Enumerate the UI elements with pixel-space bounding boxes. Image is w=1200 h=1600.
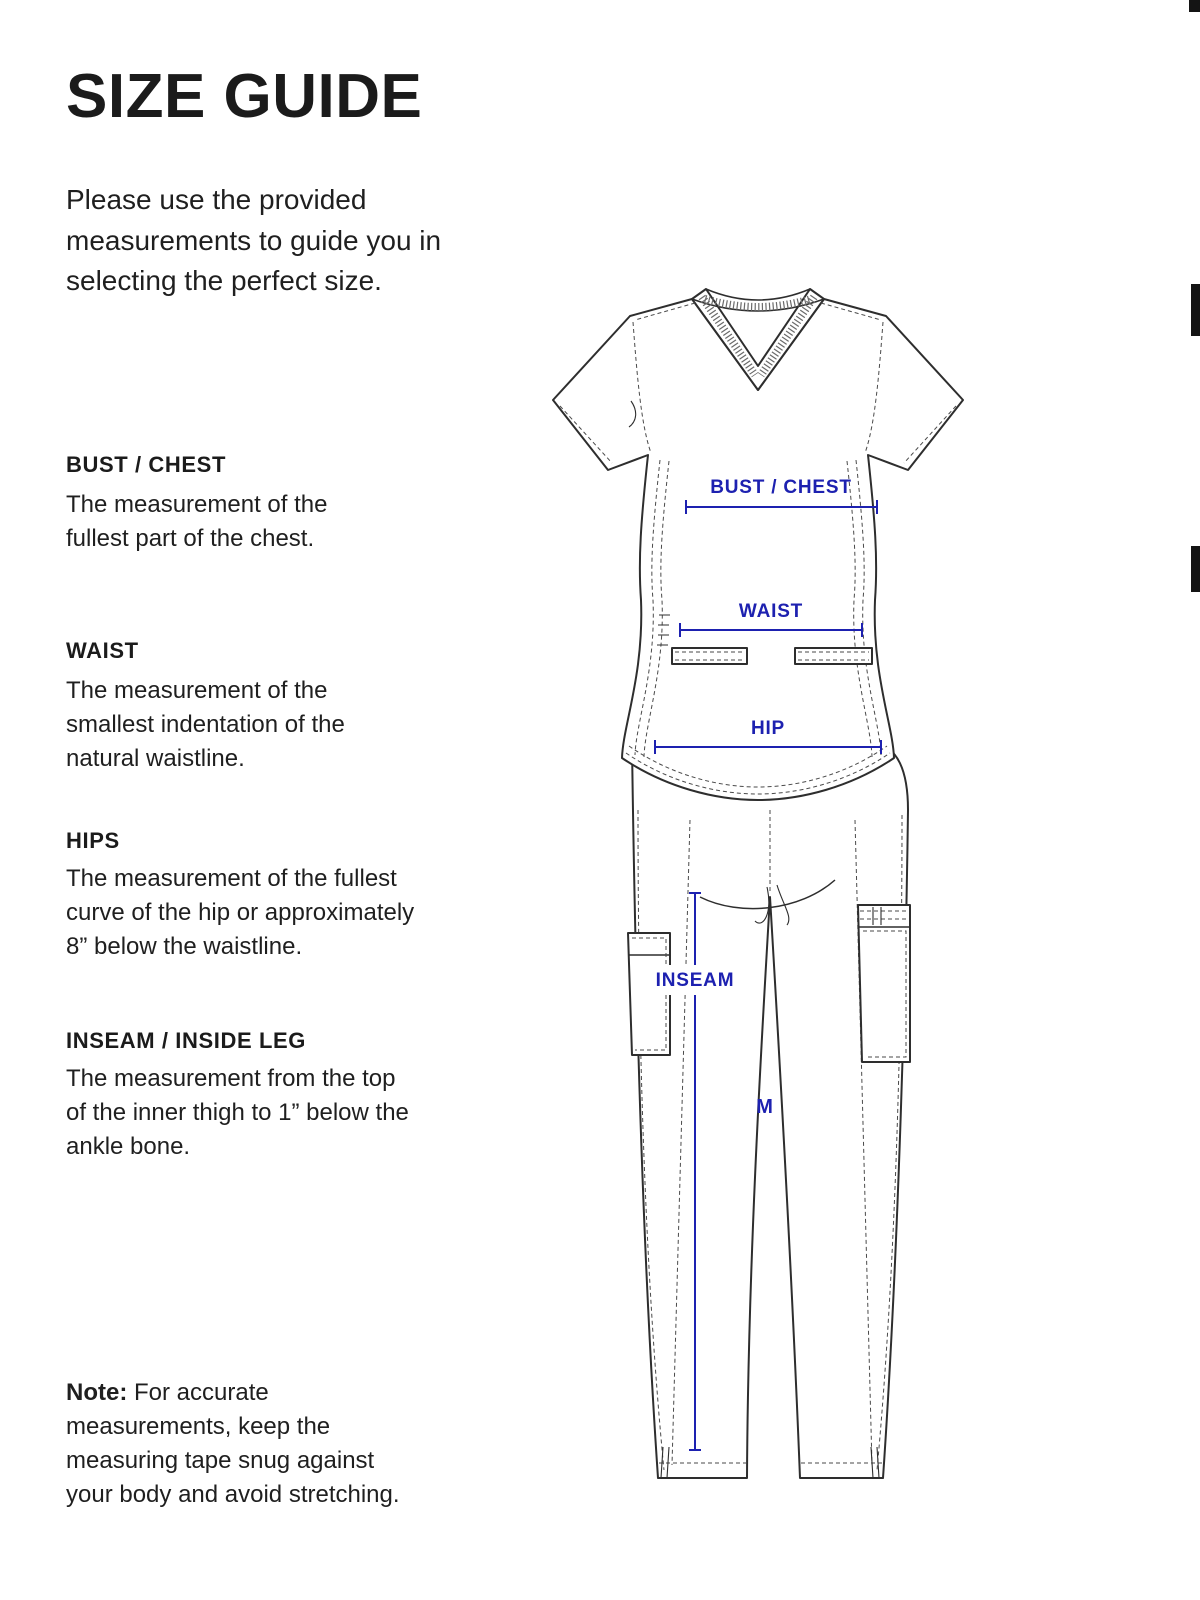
- scrollbar-fragment-mid[interactable]: [1191, 284, 1200, 336]
- scrollbar-fragment-lower[interactable]: [1191, 546, 1200, 592]
- section-heading-bust: BUST / CHEST: [66, 452, 226, 477]
- section-body-inseam: The measurement from the top of the inner thigh to 1” below the ankle bone.: [66, 1065, 409, 1161]
- size-marker-label: M: [756, 1096, 774, 1118]
- section-heading-inseam: INSEAM / INSIDE LEG: [66, 1028, 306, 1053]
- note-label: Note:: [66, 1379, 128, 1406]
- bust-measure-label: BUST / CHEST: [710, 477, 852, 498]
- section-body-bust: The measurement of the fullest part of the chest.: [66, 491, 328, 553]
- section-heading-hips: HIPS: [66, 828, 120, 853]
- top-left-pocket: [672, 648, 747, 664]
- top-right-pocket: [795, 648, 872, 664]
- intro-text: Please use the provided measurements to guide you in selecting the perfect size.: [66, 184, 442, 297]
- section-body-waist: The measurement of the smallest indentation of the natural waistline.: [66, 677, 345, 773]
- inseam-measure-label: INSEAM: [655, 970, 735, 991]
- hip-measure-label: HIP: [750, 718, 786, 739]
- note-body: For accurate measurements, keep the measuring tape snug against your body and avoid stretching.: [66, 1379, 400, 1509]
- waist-measure-label: WAIST: [738, 601, 804, 622]
- scrollbar-fragment-top[interactable]: [1189, 0, 1200, 12]
- note-text: [66, 1376, 406, 1512]
- section-body-hips: The measurement of the fullest curve of the hip or approximately 8” below the waistline.: [66, 865, 415, 961]
- page-title: SIZE GUIDE: [66, 62, 423, 131]
- right-cargo-pocket: [858, 905, 910, 1062]
- scrubs-size-diagram: [525, 265, 995, 1555]
- section-heading-waist: WAIST: [66, 638, 139, 663]
